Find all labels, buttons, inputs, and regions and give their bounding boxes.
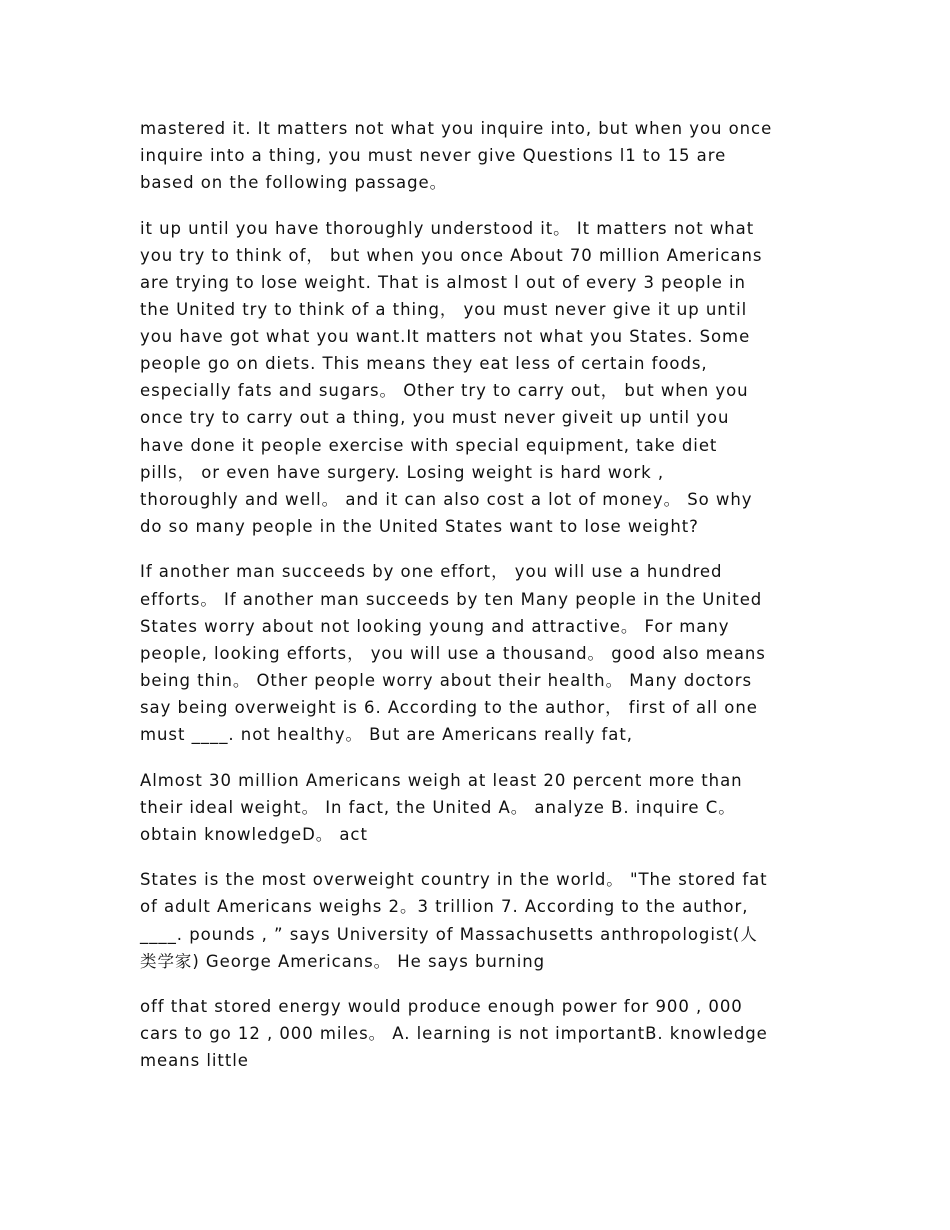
paragraph-2 [140, 215, 812, 540]
text-line: being thin。 Other people worry about their health。 Many doctors [140, 670, 753, 690]
text-line: means little [140, 1051, 249, 1071]
text-line: pills， or even have surgery. Losing weight is hard work , [140, 462, 665, 482]
text-line: are trying to lose weight. That is almost l out of every 3 people in [140, 272, 746, 292]
text-line: their ideal weight。 In fact, the United A。 analyze B. inquire C。 [140, 797, 736, 817]
text-line: have done it people exercise with special equipment, take diet [140, 435, 718, 455]
text-line: based on the following passage。 [140, 173, 448, 193]
text-line: off that stored energy would produce enough power for 900 , 000 [140, 997, 743, 1017]
text-line: people, looking efforts， you will use a thousand。 good also means [140, 643, 766, 663]
paragraph-1 [140, 115, 812, 196]
text-line: Almost 30 million Americans weigh at least 20 percent more than [140, 770, 743, 790]
text-line: If another man succeeds by one effort， you will use a hundred [140, 562, 723, 582]
text-line: you try to think of， but when you once About 70 million Americans [140, 245, 763, 265]
text-line: especially fats and sugars。 Other try to carry out， but when you [140, 381, 749, 401]
text-line: the United try to think of a thing， you must never give it up until [140, 300, 748, 320]
paragraph-4 [140, 767, 812, 848]
paragraph-6 [140, 993, 812, 1074]
text-line: States worry about not looking young and attractive。 For many [140, 616, 730, 636]
text-line: 类学家) George Americans。 He says burning [140, 951, 546, 971]
text-line: people go on diets. This means they eat less of certain foods, [140, 354, 708, 374]
text-line: obtain knowledgeD。 act [140, 824, 368, 844]
text-line: mastered it. It matters not what you inquire into, but when you once [140, 119, 773, 138]
paragraph-3 [140, 558, 812, 748]
text-line: must ____. not healthy。 But are Americans really fat, [140, 724, 633, 744]
text-line: you have got what you want.It matters not what you States. Some [140, 327, 751, 347]
text-line: States is the most overweight country in the world。 "The stored fat [140, 870, 768, 890]
text-line: of adult Americans weighs 2。3 trillion 7. According to the author, [140, 897, 749, 917]
text-line: say being overweight is 6. According to the author， first of all one [140, 697, 758, 717]
paragraph-5 [140, 866, 812, 974]
text-line: cars to go 12 , 000 miles。 A. learning is not importantB. knowledge [140, 1024, 768, 1044]
text-line: ____. pounds , ” says University of Massachusetts anthropologist(人 [140, 924, 758, 944]
document-body [140, 115, 812, 1093]
text-line: inquire into a thing, you must never give Questions l1 to 15 are [140, 146, 727, 166]
text-line: efforts。 If another man succeeds by ten Many people in the United [140, 589, 763, 609]
text-line: do so many people in the United States want to lose weight? [140, 516, 699, 536]
text-line: it up until you have thoroughly understood it。 It matters not what [140, 218, 755, 238]
text-line: thoroughly and well。 and it can also cost a lot of money。 So why [140, 489, 753, 509]
text-line: once try to carry out a thing, you must never giveit up until you [140, 408, 730, 428]
